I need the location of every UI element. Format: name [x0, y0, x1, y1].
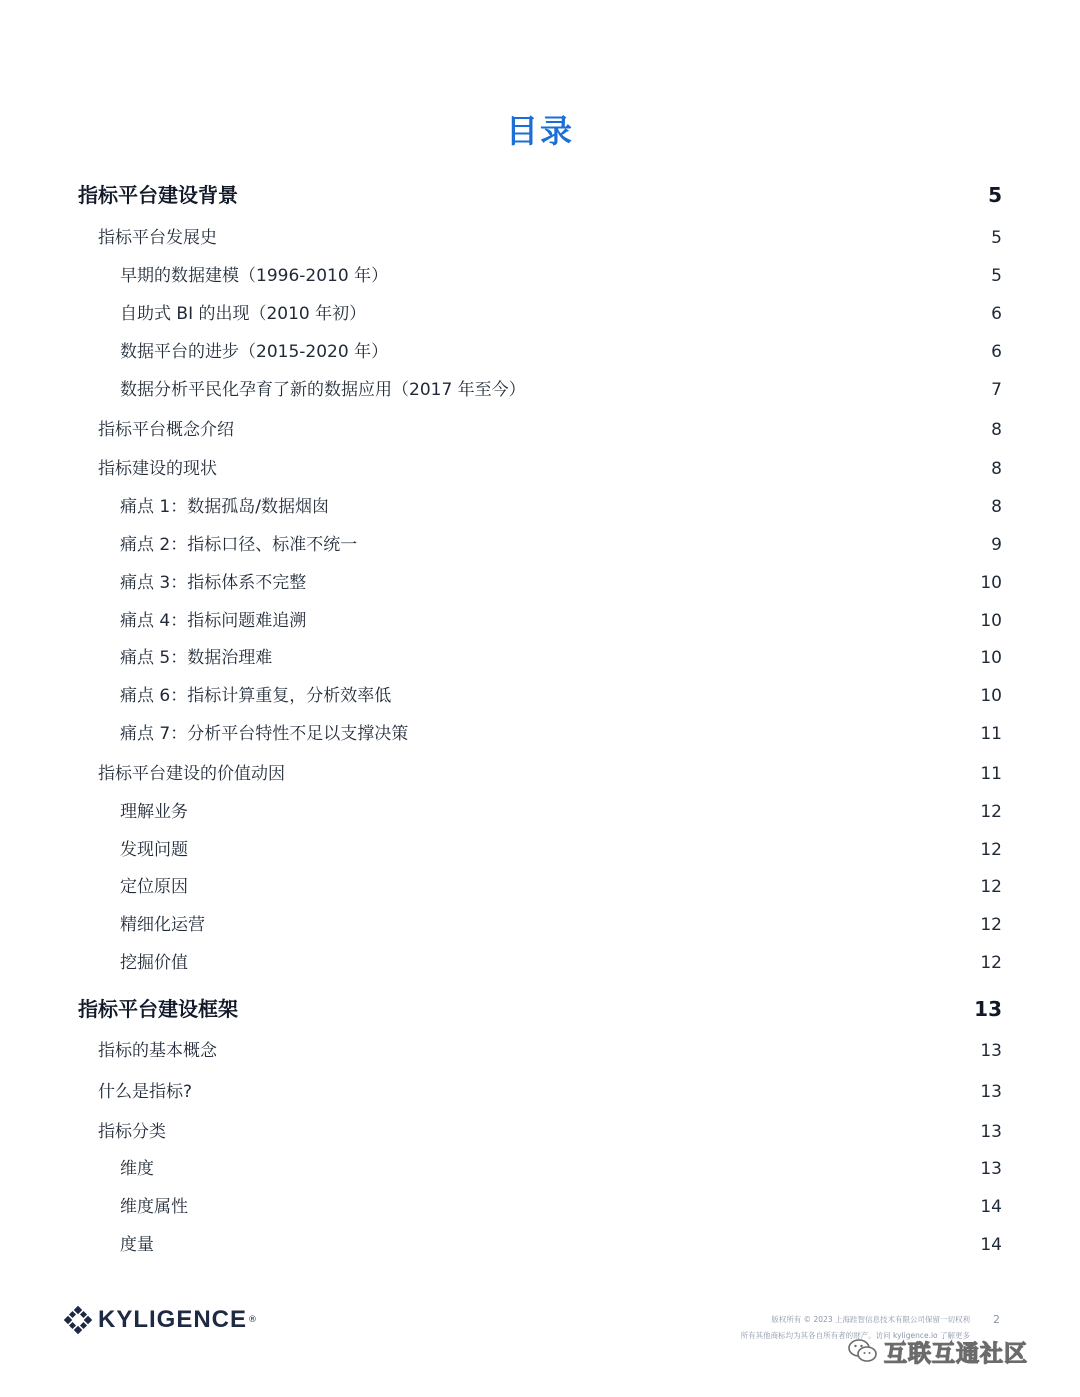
toc-page-number: 6: [991, 304, 1002, 324]
toc-entry[interactable]: [0, 719, 1080, 749]
toc-page-number: 5: [991, 228, 1002, 248]
kyligence-logo-icon: [64, 1306, 92, 1334]
toc-entry[interactable]: [0, 530, 1080, 560]
toc-subsection[interactable]: [0, 1036, 1080, 1066]
toc-page-number: 13: [980, 1122, 1002, 1142]
toc-page-number: 10: [980, 686, 1002, 706]
watermark: [848, 1334, 1028, 1368]
toc-page-number: 13: [980, 1159, 1002, 1179]
toc-entry[interactable]: [0, 681, 1080, 711]
watermark-text: 互联互通社区: [884, 1340, 1028, 1367]
toc-page-number: 11: [980, 724, 1002, 744]
toc-page-number: 11: [980, 764, 1002, 784]
toc-entry[interactable]: [0, 299, 1080, 329]
toc-entry[interactable]: [0, 337, 1080, 367]
toc-label: 发现问题: [120, 840, 188, 860]
toc-title: 目录: [505, 112, 574, 150]
toc-label: 痛点 6：指标计算重复，分析效率低: [120, 686, 392, 706]
kyligence-logo: [64, 1304, 257, 1336]
toc-label: 指标分类: [98, 1122, 166, 1142]
toc-page-number: 10: [980, 573, 1002, 593]
toc-entry[interactable]: [0, 568, 1080, 598]
toc-label: 指标平台概念介绍: [98, 420, 234, 440]
toc-label: 指标平台建设的价值动因: [98, 764, 285, 784]
toc-entry[interactable]: [0, 1192, 1080, 1222]
toc-entry[interactable]: [0, 1230, 1080, 1260]
toc-entry[interactable]: [0, 910, 1080, 940]
copyright-line-1: 版权所有 © 2023 上海跬智信息技术有限公司保留一切权利: [771, 1315, 970, 1324]
toc-label: 指标建设的现状: [98, 459, 217, 479]
toc-page-number: 12: [980, 953, 1002, 973]
toc-label: 挖掘价值: [120, 953, 188, 973]
toc-label: 数据平台的进步（2015-2020 年）: [120, 342, 389, 362]
toc-subsection[interactable]: [0, 223, 1080, 253]
toc-entry[interactable]: [0, 948, 1080, 978]
toc-entry[interactable]: [0, 1154, 1080, 1184]
toc-label: 维度: [120, 1159, 154, 1179]
toc-page-number: 8: [991, 497, 1002, 517]
toc-page-number: 13: [974, 997, 1002, 1021]
toc-label: 痛点 7：分析平台特性不足以支撑决策: [120, 724, 409, 744]
toc-entry[interactable]: [0, 492, 1080, 522]
toc-subsection[interactable]: [0, 454, 1080, 484]
toc-page-number: 12: [980, 802, 1002, 822]
toc-page-number: 10: [980, 611, 1002, 631]
toc-page-number: 5: [988, 183, 1002, 207]
toc-label: 什么是指标?: [98, 1082, 193, 1102]
toc-entry[interactable]: [0, 375, 1080, 405]
toc-page-number: 5: [991, 266, 1002, 286]
toc-label: 痛点 3：指标体系不完整: [120, 573, 307, 593]
toc-subsection[interactable]: [0, 1117, 1080, 1147]
toc-entry[interactable]: [0, 606, 1080, 636]
brand-name: KYLIGENCE: [98, 1306, 248, 1333]
toc-label: 痛点 4：指标问题难追溯: [120, 611, 307, 631]
toc-label: 自助式 BI 的出现（2010 年初）: [120, 304, 367, 324]
toc-label: 痛点 5：数据治理难: [120, 648, 273, 668]
toc-subsection[interactable]: [0, 759, 1080, 789]
toc-page-number: 10: [980, 648, 1002, 668]
toc-page-number: 7: [991, 380, 1002, 400]
toc-entry[interactable]: [0, 872, 1080, 902]
toc-label: 定位原因: [120, 877, 188, 897]
toc-page-number: 12: [980, 915, 1002, 935]
registered-mark: ®: [248, 1315, 258, 1325]
toc-page-number: 12: [980, 840, 1002, 860]
toc-entry[interactable]: [0, 643, 1080, 673]
toc-label: 数据分析平民化孕育了新的数据应用（2017 年至今）: [120, 380, 526, 400]
toc-label: 痛点 2：指标口径、标准不统一: [120, 535, 358, 555]
toc-page-number: 13: [980, 1041, 1002, 1061]
toc-label: 指标的基本概念: [98, 1041, 217, 1061]
toc-entry[interactable]: [0, 797, 1080, 827]
copyright-line-2: 所有其他商标均为其各自所有者的财产。访问 kyligence.io 了解更多: [740, 1331, 970, 1340]
toc-label: 痛点 1：数据孤岛/数据烟囱: [120, 497, 329, 517]
toc-page-number: 8: [991, 420, 1002, 440]
toc-page-number: 14: [980, 1197, 1002, 1217]
toc-label: 指标平台建设背景: [78, 183, 238, 207]
wechat-icon: [848, 1338, 878, 1364]
toc-page-number: 13: [980, 1082, 1002, 1102]
toc-label: 指标平台建设框架: [78, 997, 238, 1021]
toc-label: 度量: [120, 1235, 154, 1255]
toc-label: 维度属性: [120, 1197, 188, 1217]
toc-page-number: 8: [991, 459, 1002, 479]
toc-label: 指标平台发展史: [98, 228, 217, 248]
toc-page-number: 14: [980, 1235, 1002, 1255]
toc-section[interactable]: [0, 180, 1080, 210]
toc-label: 精细化运营: [120, 915, 205, 935]
toc-label: 理解业务: [120, 802, 188, 822]
toc-entry[interactable]: [0, 835, 1080, 865]
toc-subsection[interactable]: [0, 1077, 1080, 1107]
toc-subsection[interactable]: [0, 415, 1080, 445]
toc-entry[interactable]: [0, 261, 1080, 291]
toc-page-number: 6: [991, 342, 1002, 362]
toc-page-number: 9: [991, 535, 1002, 555]
page-number: 2: [993, 1313, 1000, 1326]
toc-section[interactable]: [0, 994, 1080, 1024]
toc-page-number: 12: [980, 877, 1002, 897]
toc-label: 早期的数据建模（1996-2010 年）: [120, 266, 389, 286]
